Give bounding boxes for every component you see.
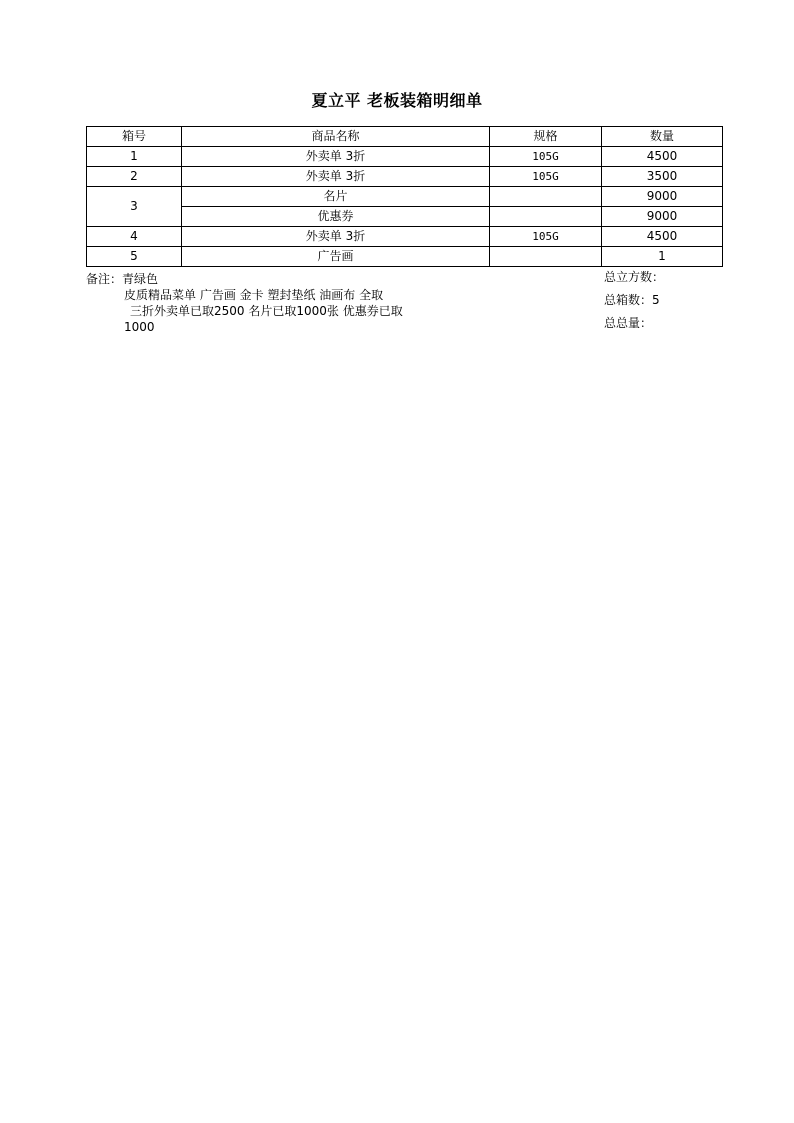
spec-cell (490, 247, 602, 267)
product-name-cell: 外卖单 3折 (182, 147, 490, 167)
table-row (87, 227, 723, 247)
spec-cell (490, 207, 602, 227)
table-row (87, 207, 723, 227)
box-number-cell: 4 (87, 227, 182, 247)
table-row (87, 247, 723, 267)
quantity-cell: 4500 (602, 147, 723, 167)
box-number-cell: 5 (87, 247, 182, 267)
quantity-cell: 9000 (602, 207, 723, 227)
total-volume (604, 269, 664, 292)
table-row (87, 167, 723, 187)
remarks-first-line (86, 271, 403, 287)
product-name-cell: 优惠券 (182, 207, 490, 227)
total-boxes (604, 292, 664, 315)
quantity-cell: 1 (602, 247, 723, 267)
header-box-number: 箱号 (87, 127, 182, 147)
total-volume-label: 总立方数： (604, 270, 665, 284)
box-number-cell: 2 (87, 167, 182, 187)
remarks-line: 三折外卖单已取2500 名片已取1000张 优惠券已取 (130, 304, 403, 318)
quantity-cell: 3500 (602, 167, 723, 187)
product-name-cell: 名片 (182, 187, 490, 207)
box-number-cell: 1 (87, 147, 182, 167)
header-quantity: 数量 (602, 127, 723, 147)
packing-table (86, 126, 723, 267)
spec-cell: 105G (490, 167, 602, 187)
remarks-line: 1000 (124, 320, 155, 334)
product-name-cell: 外卖单 3折 (182, 167, 490, 187)
spec-cell: 105G (490, 147, 602, 167)
product-name-cell: 广告画 (182, 247, 490, 267)
remarks-line: 皮质精品菜单 广告画 金卡 塑封垫纸 油画布 全取 (124, 288, 384, 302)
total-weight-label: 总总量： (604, 316, 653, 330)
spec-cell (490, 187, 602, 207)
remarks-color: 青绿色 (122, 272, 159, 286)
document-title: 夏立平 老板装箱明细单 (311, 91, 483, 110)
table-row (87, 147, 723, 167)
remarks-block (86, 271, 403, 335)
product-name-cell: 外卖单 3折 (182, 227, 490, 247)
total-boxes-label: 总箱数： (604, 293, 653, 307)
table-row (87, 187, 723, 207)
header-product-name: 商品名称 (182, 127, 490, 147)
quantity-cell: 4500 (602, 227, 723, 247)
total-boxes-value: 5 (652, 293, 660, 307)
remarks-label: 备注： (86, 272, 123, 286)
total-weight (604, 315, 664, 338)
spec-cell: 105G (490, 227, 602, 247)
table-header-row (87, 127, 723, 147)
summary-block (604, 269, 664, 338)
box-number-cell: 3 (87, 187, 182, 227)
quantity-cell: 9000 (602, 187, 723, 207)
header-spec: 规格 (490, 127, 602, 147)
